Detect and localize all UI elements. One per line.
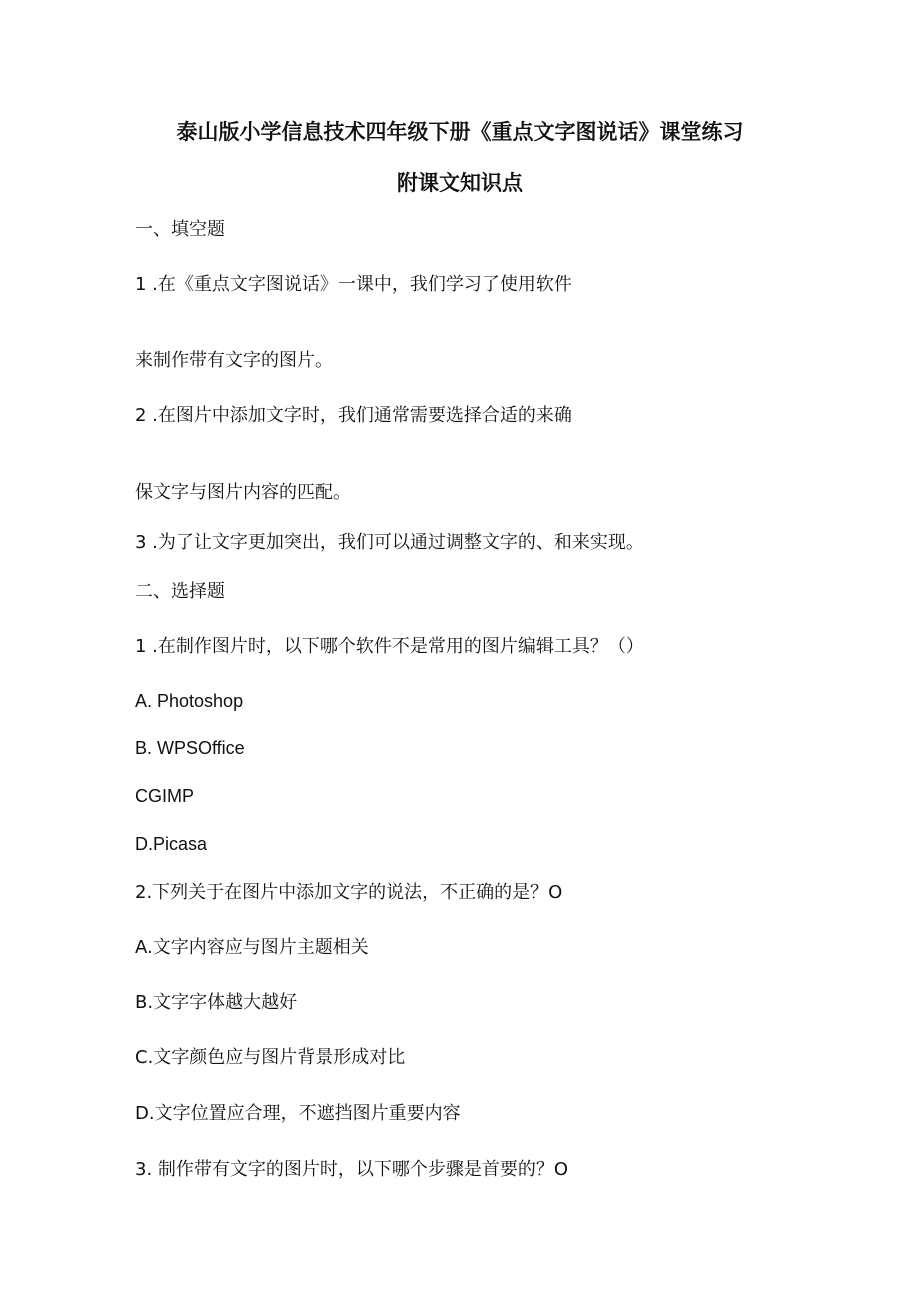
section-heading-fill-blank: 一、填空题 [135, 219, 225, 240]
choice-question-2: 2.下列关于在图片中添加文字的说法，不正确的是？O [135, 882, 563, 903]
fill-blank-question-3: 3 .为了让文字更加突出，我们可以通过调整文字的、和来实现。 [135, 532, 644, 553]
fill-blank-question-1-line-1: 1 .在《重点文字图说话》一课中，我们学习了使用软件 [135, 274, 572, 295]
choice-question-3: 3. 制作带有文字的图片时，以下哪个步骤是首要的？O [135, 1159, 569, 1180]
choice-question-2-option-d: D.文字位置应合理，不遮挡图片重要内容 [135, 1103, 461, 1124]
choice-question-1-option-b: B. WPSOffice [135, 738, 245, 758]
section-heading-choice: 二、选择题 [135, 581, 225, 602]
choice-question-2-option-c: C.文字颜色应与图片背景形成对比 [135, 1047, 406, 1068]
choice-question-1-option-c: CGIMP [135, 786, 195, 806]
choice-question-2-option-b: B.文字字体越大越好 [135, 992, 298, 1013]
fill-blank-question-2-line-1: 2 .在图片中添加文字时，我们通常需要选择合适的来确 [135, 405, 572, 426]
document-subtitle: 附课文知识点 [397, 171, 523, 195]
choice-question-2-option-a: A.文字内容应与图片主题相关 [135, 937, 369, 958]
choice-question-1: 1 .在制作图片时，以下哪个软件不是常用的图片编辑工具？（） [135, 636, 644, 657]
choice-question-1-option-a: A. Photoshop [135, 691, 244, 711]
document-title: 泰山版小学信息技术四年级下册《重点文字图说话》课堂练习 [176, 120, 744, 144]
choice-question-1-option-d: D.Picasa [135, 834, 208, 854]
fill-blank-question-1-line-2: 来制作带有文字的图片。 [135, 350, 333, 371]
fill-blank-question-2-line-2: 保文字与图片内容的匹配。 [135, 482, 351, 503]
